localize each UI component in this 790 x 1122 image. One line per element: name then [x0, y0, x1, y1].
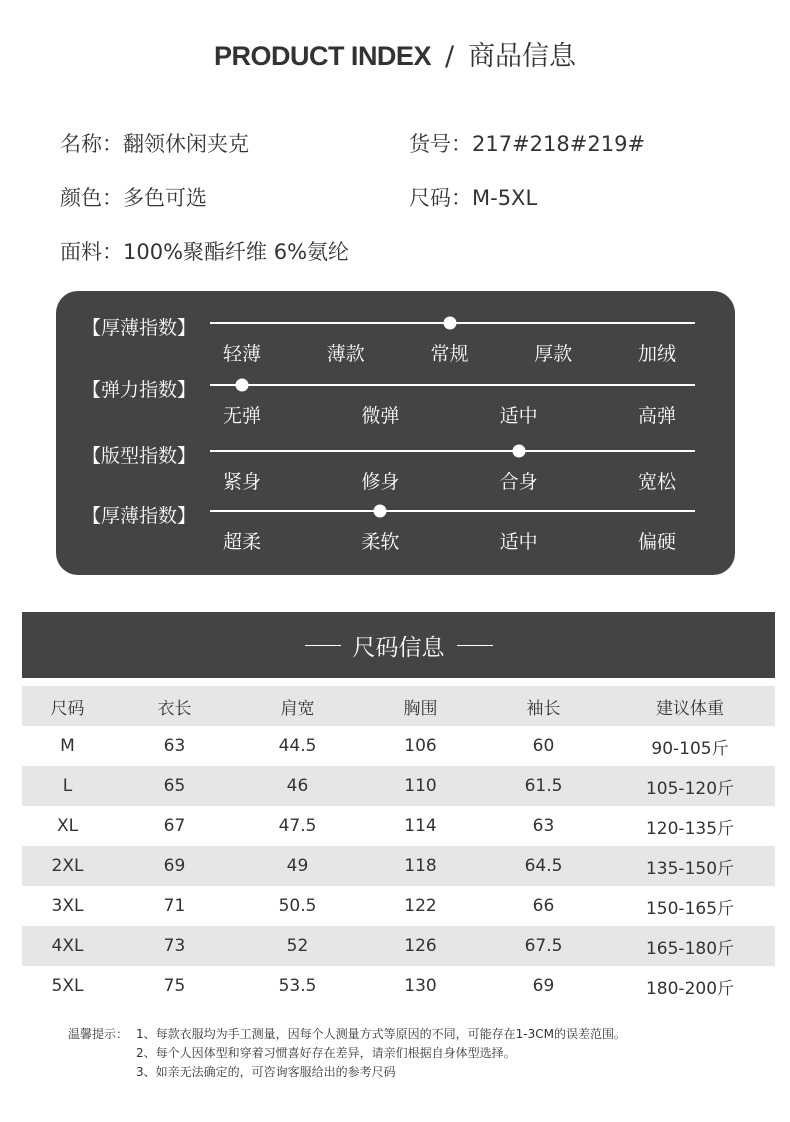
size-info-title: 尺码信息 [352, 634, 445, 661]
note-item: 2、每个人因体型和穿着习惯喜好存在差异，请亲们根据自身体型选择。 [136, 1046, 516, 1060]
size-table-header-cell: 尺码 [22, 686, 113, 726]
index-option: 修身 [361, 471, 400, 493]
index-indicator-dot [512, 445, 525, 458]
table-cell: XL [56, 816, 79, 836]
table-cell: 118 [359, 846, 482, 886]
index-option: 厚款 [534, 343, 573, 365]
index-scale-line [210, 510, 695, 512]
table-cell: 120-135斤 [645, 818, 735, 839]
table-cell: 2XL [22, 846, 113, 886]
table-row [22, 766, 775, 806]
table-cell: 4XL [22, 926, 113, 966]
table-row [22, 726, 775, 766]
info-size: 尺码：M-5XL [409, 186, 538, 210]
table-cell: 130 [404, 976, 437, 996]
note-item: 1、每款衣服均为手工测量，因每个人测量方式等原因的不同，可能存在1-3CM的误差范围。 [136, 1027, 626, 1041]
info-fabric: 面料：100%聚酯纤维 6%氨纶 [60, 240, 350, 264]
table-cell: 52 [236, 926, 359, 966]
table-cell: M [60, 736, 75, 756]
table-row [22, 926, 775, 966]
table-cell: 165-180斤 [605, 926, 775, 966]
info-color: 颜色：多色可选 [60, 186, 207, 210]
index-indicator-dot [236, 379, 249, 392]
index-option: 加绒 [637, 343, 677, 365]
size-table-header-cell: 建议体重 [605, 686, 775, 726]
notes-lead: 温馨提示： [68, 1027, 129, 1041]
index-option: 薄款 [326, 343, 365, 365]
table-cell: 106 [404, 736, 437, 756]
table-cell: 61.5 [482, 766, 605, 806]
title-en: PRODUCT INDEX [213, 41, 431, 71]
table-cell: 122 [404, 896, 437, 916]
index-label: 【版型指数】 [82, 445, 197, 467]
table-cell: 47.5 [278, 816, 317, 836]
table-cell: 126 [359, 926, 482, 966]
index-option: 合身 [499, 471, 538, 493]
table-row [22, 886, 775, 926]
note-row [68, 1044, 626, 1063]
table-cell: 64.5 [482, 846, 605, 886]
index-indicator-dot [443, 317, 456, 330]
index-option: 柔软 [361, 531, 400, 553]
note-row [68, 1025, 626, 1044]
table-cell: 69 [113, 846, 236, 886]
table-cell: 67.5 [482, 926, 605, 966]
index-label: 【弹力指数】 [82, 379, 197, 401]
product-index-panel [56, 291, 735, 575]
index-option: 轻薄 [222, 343, 262, 365]
table-cell: 73 [113, 926, 236, 966]
table-cell: 46 [236, 766, 359, 806]
table-cell: 180-200斤 [645, 978, 735, 999]
index-option: 高弹 [637, 405, 677, 427]
table-cell: 63 [532, 816, 555, 836]
table-cell: 44.5 [278, 736, 317, 756]
table-row [22, 846, 775, 886]
title-separator: / [444, 41, 455, 72]
table-cell: 50.5 [278, 896, 317, 916]
info-name: 名称：翻领休闲夹克 [60, 132, 249, 156]
table-cell: 69 [532, 976, 555, 996]
size-table-header [22, 686, 775, 726]
size-table-header-cell: 衣长 [113, 686, 236, 726]
index-label: 【厚薄指数】 [82, 505, 197, 527]
banner-dash-right [457, 645, 493, 646]
table-cell: 67 [163, 816, 186, 836]
index-option: 偏硬 [637, 531, 677, 553]
index-option: 常规 [430, 343, 469, 365]
index-option: 紧身 [222, 471, 262, 493]
table-cell: 105-120斤 [605, 766, 775, 806]
table-row [22, 966, 775, 1006]
info-item-no: 货号：217#218#219# [409, 132, 646, 156]
index-option: 适中 [499, 405, 538, 427]
table-cell: 53.5 [278, 976, 317, 996]
note-item: 3、如亲无法确定的，可咨询客服给出的参考尺码 [136, 1065, 396, 1079]
size-table-header-cell: 袖长 [482, 686, 605, 726]
table-row [22, 806, 775, 846]
table-cell: 60 [532, 736, 555, 756]
size-table-header-cell: 肩宽 [236, 686, 359, 726]
table-cell: 75 [163, 976, 186, 996]
table-cell: 65 [113, 766, 236, 806]
index-option: 微弹 [361, 405, 400, 427]
table-cell: 114 [404, 816, 437, 836]
table-cell: 66 [532, 896, 555, 916]
index-label: 【厚薄指数】 [82, 317, 197, 339]
size-table [22, 686, 775, 1006]
index-scale-line [210, 384, 695, 386]
size-table-header-cell: 胸围 [359, 686, 482, 726]
title-zh: 商品信息 [468, 41, 577, 72]
table-cell: 150-165斤 [645, 898, 735, 919]
table-cell: L [22, 766, 113, 806]
note-row [68, 1063, 626, 1082]
page-header [0, 34, 790, 73]
banner-dash-left [305, 645, 341, 646]
table-cell: 3XL [51, 896, 84, 916]
size-info-banner [22, 612, 775, 678]
index-scale-line [210, 450, 695, 452]
index-indicator-dot [374, 505, 387, 518]
index-option: 适中 [499, 531, 538, 553]
table-cell: 5XL [51, 976, 84, 996]
table-cell: 71 [163, 896, 186, 916]
table-cell: 49 [236, 846, 359, 886]
table-cell: 135-150斤 [605, 846, 775, 886]
notes [68, 1025, 626, 1082]
index-option: 宽松 [637, 471, 677, 493]
index-option: 超柔 [222, 531, 262, 553]
index-option: 无弹 [222, 405, 262, 427]
table-cell: 110 [359, 766, 482, 806]
table-cell: 90-105斤 [651, 738, 729, 759]
table-cell: 63 [163, 736, 186, 756]
